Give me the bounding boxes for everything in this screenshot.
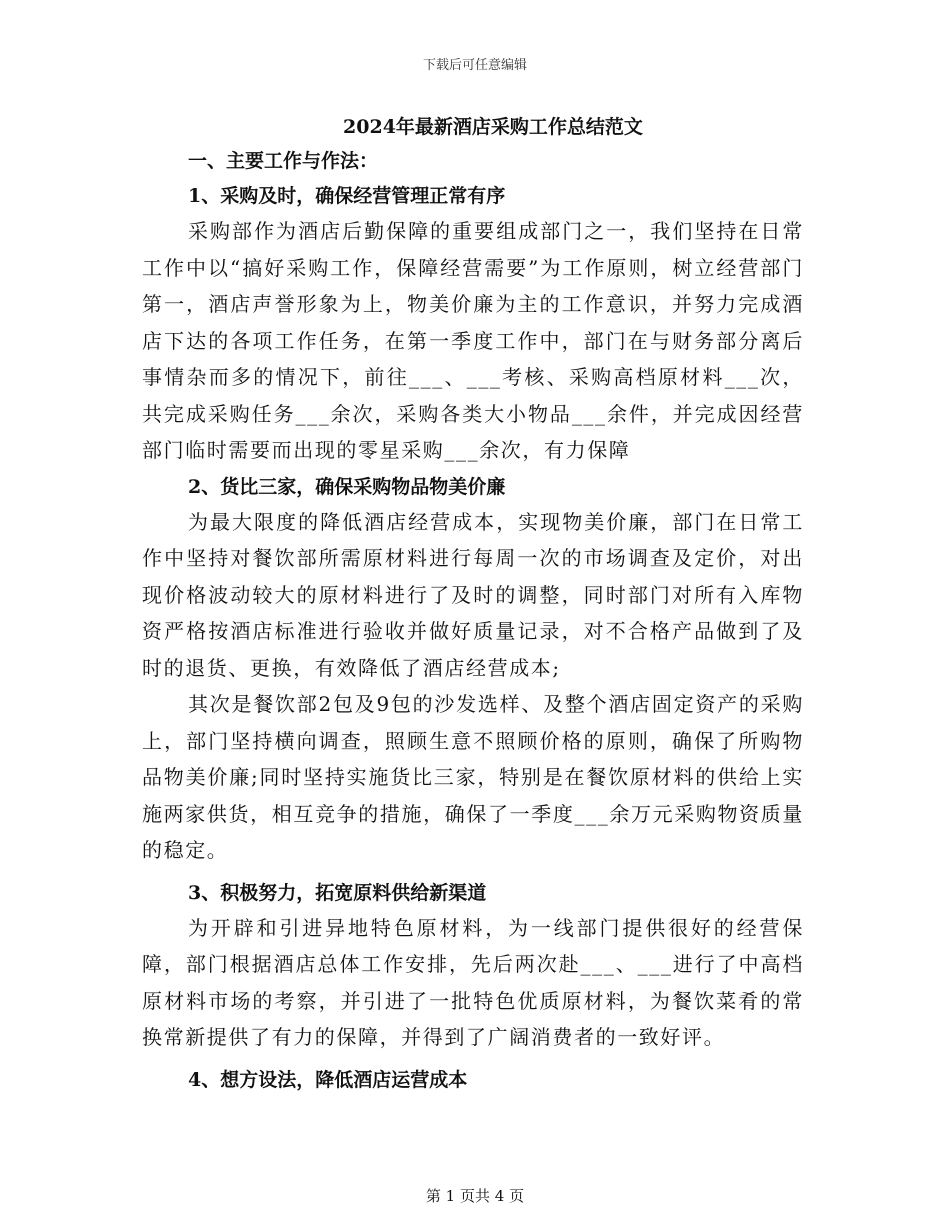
item-heading-4: 4、想方设法，降低酒店运营成本 [188, 1068, 468, 1091]
item-heading-3: 3、积极努力，拓宽原料供给新渠道 [188, 881, 487, 904]
section-heading-main-work: 一、主要工作与作法： [188, 150, 379, 172]
spacer [142, 1056, 804, 1062]
document-title: 2024年最新酒店采购工作总结范文 [343, 116, 643, 138]
item-heading-1: 1、采购及时，确保经营管理正常有序 [188, 185, 506, 207]
page-header-note: 下载后可任意编辑 [422, 58, 527, 73]
document-body [142, 112, 804, 1097]
paragraph-1: 采购部作为酒店后勤保障的重要组成部门之一，我们坚持在日常工作中以“搞好采购工作，保障经营需要”为工作原则，树立经营部门第一，酒店声誉形象为上，物美价廉为主的工作意识，并努力完成酒店下达的各项工作任务，在第一季度工作中，部门在与财务部分离后事情杂而多的情况下，前往___、___考核、采购高档原材料___次，共完成采购任务___余次，采购各类大小物品___余件，并完成因经营部门临时需要而出现的零星采购___余次，有力保障 [142, 219, 804, 462]
paragraph-4: 为开辟和引进异地特色原材料，为一线部门提供很好的经营保障，部门根据酒店总体工作安排，先后两次赴___、___进行了中高档原材料市场的考察，并引进了一批特色优质原材料，为餐饮菜肴的常换常新提供了有力的保障，并得到了广阔消费者的一致好评。 [142, 915, 804, 1049]
paragraph-3: 其次是餐饮部2包及9包的沙发选样、及整个酒店固定资产的采购上，部门坚持横向调查，照顾生意不照顾价格的原则，确保了所购物品物美价廉;同时坚持实施货比三家，特别是在餐饮原材料的供给上实施两家供货，相互竞争的措施，确保了一季度___余万元采购物资质量的稳定。 [142, 692, 804, 862]
paragraph-2: 为最大限度的降低酒店经营成本，实现物美价廉，部门在日常工作中坚持对餐饮部所需原材料进行每周一次的市场调查及定价，对出现价格波动较大的原材料进行了及时的调整，同时部门对所有入库物资严格按酒店标准进行验收并做好质量记录，对不合格产品做到了及时的退货、更换，有效降低了酒店经营成本; [142, 509, 804, 680]
spacer [142, 869, 804, 875]
item-heading-2: 2、货比三家，确保采购物品物美价廉 [188, 475, 506, 498]
page-number: 第 1 页共 4 页 [425, 1187, 525, 1205]
